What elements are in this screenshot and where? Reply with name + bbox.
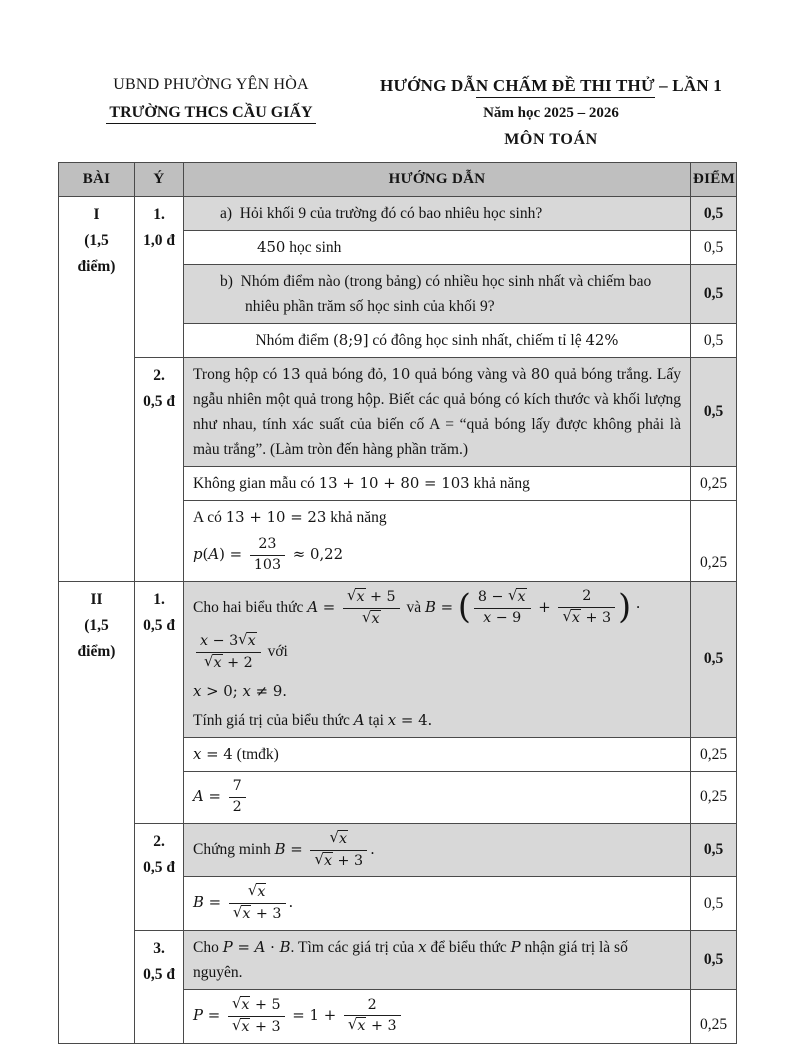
title-block bbox=[364, 76, 738, 149]
fraction bbox=[250, 536, 285, 575]
text-run: nhận giá trị là số nguyên. bbox=[193, 939, 628, 982]
cell-part-number: 1. 0,5 đ bbox=[135, 581, 184, 823]
fraction bbox=[474, 588, 531, 628]
fraction bbox=[343, 585, 400, 629]
paragraph bbox=[193, 994, 681, 1039]
fraction bbox=[344, 997, 401, 1037]
radicand bbox=[240, 1018, 250, 1035]
fraction bbox=[229, 883, 286, 924]
column-header-bai: BÀI bbox=[59, 163, 135, 197]
cell-score: 0,5 bbox=[691, 265, 737, 324]
math-roman: 450 bbox=[257, 238, 286, 256]
math-variable: P bbox=[193, 1006, 204, 1025]
math-variable: B bbox=[274, 839, 286, 858]
math-roman: · bbox=[265, 938, 280, 957]
text-run: . Tìm các giá trị của bbox=[290, 939, 419, 957]
radical-sign: √ bbox=[347, 1015, 358, 1034]
title-prefix: HƯỚNG DẪ bbox=[380, 76, 476, 95]
math-variable: P bbox=[510, 938, 521, 957]
math-roman: 13 + 10 + 80 = 103 bbox=[318, 474, 470, 492]
paragraph bbox=[193, 708, 681, 733]
cell-guideline bbox=[184, 581, 691, 737]
cell-score: 0,5 bbox=[691, 823, 737, 877]
math-variable: p bbox=[193, 544, 203, 563]
fraction-denominator bbox=[310, 851, 367, 871]
math-roman: + 3 bbox=[250, 1018, 281, 1035]
math-roman: 13 + 10 = 23 bbox=[225, 508, 327, 526]
math-variable: A bbox=[353, 711, 365, 730]
math-variable: x bbox=[339, 830, 348, 847]
fraction-numerator bbox=[196, 632, 261, 653]
cell-guideline bbox=[184, 358, 691, 467]
paragraph bbox=[193, 269, 681, 319]
school-name: TRƯỜNG THCS CẦU GIẤY bbox=[106, 104, 315, 124]
cell-score: 0,25 bbox=[691, 738, 737, 772]
radicand bbox=[247, 632, 257, 649]
math-roman: = bbox=[203, 786, 226, 805]
text-run: khả năng bbox=[326, 509, 387, 526]
text-run: a) Hỏi khối 9 của trường đó có bao nhiêu học sinh? bbox=[220, 205, 543, 222]
table-row bbox=[59, 358, 737, 467]
fraction bbox=[558, 588, 615, 628]
cell-part-number: 1. 1,0 đ bbox=[135, 197, 184, 358]
cell-score: 0,25 bbox=[691, 990, 737, 1044]
text-run: Chứng minh bbox=[193, 840, 275, 858]
fraction-denominator bbox=[196, 653, 261, 673]
org-name-line1: UBND PHƯỜNG YÊN HÒA bbox=[113, 76, 309, 93]
math-variable: P bbox=[222, 938, 233, 957]
math-roman: 13 bbox=[281, 365, 301, 383]
math-roman: ( bbox=[202, 544, 209, 563]
radical-sign: √ bbox=[329, 827, 339, 846]
math-roman: . bbox=[370, 839, 375, 858]
math-variable: x bbox=[483, 610, 492, 627]
cell-guideline bbox=[184, 823, 691, 877]
issuing-authority-block bbox=[58, 76, 364, 149]
radicand bbox=[371, 610, 381, 627]
paragraph bbox=[193, 881, 681, 926]
math-roman: ≈ 0,22 bbox=[288, 544, 344, 563]
text-run: quả bóng trắng. Lấy ngẫu nhiên một quả trong hộp. Biết các quả bóng có kích thước và khối lượng như nhau, tính xác suất của biến cố A = “quả bóng lấy được không phải là màu trắng”. (Làm tròn đến hàng phần trăm.) bbox=[193, 366, 682, 458]
math-variable: x bbox=[242, 906, 251, 923]
cell-guideline bbox=[184, 877, 691, 931]
cell-guideline bbox=[184, 265, 691, 324]
sqrt-radical bbox=[204, 652, 223, 672]
math-roman: = 4. bbox=[396, 711, 433, 730]
math-variable: x bbox=[357, 1018, 366, 1035]
math-variable: x bbox=[193, 745, 202, 764]
text-run: học sinh bbox=[285, 239, 342, 256]
radical-sign: √ bbox=[507, 586, 518, 605]
math-variable: x bbox=[241, 997, 250, 1014]
paragraph bbox=[193, 362, 681, 462]
radical-sign: √ bbox=[204, 652, 214, 671]
cell-guideline bbox=[184, 197, 691, 231]
math-roman: 8 − bbox=[477, 589, 508, 606]
text-run: tại bbox=[364, 712, 388, 730]
paragraph bbox=[193, 328, 681, 353]
radical-sign: √ bbox=[362, 607, 372, 626]
table-row bbox=[59, 197, 737, 231]
cell-guideline bbox=[184, 738, 691, 772]
math-variable: x bbox=[418, 938, 427, 957]
math-variable: x bbox=[241, 1018, 250, 1035]
math-variable: x bbox=[193, 682, 202, 701]
fraction-numerator bbox=[474, 588, 531, 609]
paragraph bbox=[193, 679, 681, 704]
paragraph bbox=[193, 505, 681, 530]
paragraph bbox=[193, 935, 681, 985]
math-roman: = 1 + bbox=[287, 1006, 341, 1025]
fraction bbox=[310, 827, 367, 871]
fraction-denominator bbox=[228, 1017, 285, 1037]
math-roman: − 9 bbox=[491, 610, 522, 627]
fraction-denominator bbox=[229, 904, 286, 924]
math-roman: 2 bbox=[232, 798, 242, 815]
math-roman: ≠ 9. bbox=[250, 682, 288, 701]
math-variable: B bbox=[425, 597, 436, 616]
sqrt-radical bbox=[347, 1015, 367, 1035]
radicand bbox=[323, 852, 333, 869]
fraction-numerator bbox=[558, 588, 615, 608]
sqrt-radical bbox=[362, 607, 381, 627]
math-roman: . bbox=[288, 893, 294, 912]
radical-sign: √ bbox=[238, 630, 248, 649]
paragraph bbox=[193, 471, 681, 496]
math-roman: + 3 bbox=[580, 610, 612, 627]
cell-score: 0,25 bbox=[691, 501, 737, 582]
paragraph bbox=[193, 776, 681, 819]
radicand bbox=[213, 654, 223, 671]
text-run: để biểu thức bbox=[426, 939, 511, 957]
title-underlined-part: N CHẤM ĐỀ THI THỬ bbox=[476, 76, 655, 98]
fraction-numerator bbox=[310, 827, 367, 851]
math-variable: A bbox=[307, 597, 319, 616]
cell-guideline bbox=[184, 990, 691, 1044]
math-variable: x bbox=[371, 610, 380, 627]
radical-sign: √ bbox=[562, 607, 572, 626]
radical-sign: √ bbox=[231, 1015, 242, 1034]
text-run: và bbox=[402, 598, 426, 616]
fraction-denominator bbox=[344, 1016, 401, 1036]
paragraph bbox=[193, 828, 681, 873]
cell-part-number: 3. 0,5 đ bbox=[135, 931, 184, 1044]
cell-guideline bbox=[184, 231, 691, 265]
fraction-numerator bbox=[250, 536, 285, 556]
math-variable: A bbox=[254, 938, 266, 957]
math-roman: 2 bbox=[582, 588, 592, 605]
column-header-y: Ý bbox=[135, 163, 184, 197]
math-variable: x bbox=[517, 589, 526, 606]
table-row bbox=[59, 931, 737, 990]
cell-guideline bbox=[184, 467, 691, 501]
title-suffix: – LẦN 1 bbox=[654, 76, 722, 95]
math-roman: 10 bbox=[391, 365, 411, 383]
math-roman: = bbox=[203, 1006, 225, 1025]
cell-part-number: 2. 0,5 đ bbox=[135, 358, 184, 582]
fraction-numerator bbox=[229, 778, 246, 798]
fraction bbox=[228, 996, 285, 1037]
fraction-denominator bbox=[343, 609, 400, 629]
radicand bbox=[256, 883, 266, 900]
text-run: Trong hộp có bbox=[193, 366, 282, 383]
math-variable: x bbox=[242, 682, 251, 701]
sqrt-radical bbox=[231, 1015, 251, 1035]
math-roman: + 5 bbox=[250, 997, 281, 1014]
cell-problem-number: II (1,5 điểm) bbox=[59, 581, 135, 1043]
math-variable: x bbox=[257, 884, 266, 901]
cell-score: 0,5 bbox=[691, 231, 737, 265]
math-roman: 7 bbox=[232, 778, 242, 795]
table-header-row bbox=[59, 163, 737, 197]
column-header-huongdan: HƯỚNG DẪN bbox=[184, 163, 691, 197]
cell-guideline bbox=[184, 324, 691, 358]
fraction-numerator bbox=[228, 996, 285, 1017]
math-variable: x bbox=[387, 711, 397, 730]
text-run: Tính giá trị của biểu thức bbox=[193, 712, 354, 730]
math-variable: x bbox=[213, 655, 222, 672]
paragraph bbox=[193, 534, 681, 577]
math-roman: = bbox=[203, 893, 226, 912]
big-paren: ( bbox=[457, 586, 471, 626]
fraction-denominator bbox=[558, 608, 615, 628]
sqrt-radical bbox=[247, 881, 267, 901]
radicand bbox=[355, 588, 365, 605]
table-row bbox=[59, 581, 737, 737]
fraction-denominator bbox=[229, 798, 246, 817]
math-roman: 80 bbox=[530, 365, 550, 383]
fraction-numerator bbox=[344, 997, 401, 1017]
math-variable: A bbox=[208, 544, 220, 563]
radicand bbox=[241, 905, 251, 922]
document-title bbox=[364, 76, 738, 96]
math-roman: = 4 bbox=[201, 745, 233, 764]
math-variable: x bbox=[571, 610, 580, 627]
cell-guideline bbox=[184, 931, 691, 990]
fraction bbox=[229, 778, 246, 817]
document-header bbox=[58, 76, 738, 149]
radicand bbox=[516, 588, 526, 605]
text-run: quả bóng đỏ, bbox=[300, 366, 392, 383]
text-run: (tmđk) bbox=[232, 746, 279, 764]
text-run: có đông học sinh nhất, chiếm tỉ lệ bbox=[368, 332, 586, 349]
cell-score: 0,5 bbox=[691, 358, 737, 467]
paragraph bbox=[193, 742, 681, 767]
math-roman: > 0; bbox=[201, 682, 243, 701]
radical-sign: √ bbox=[232, 903, 243, 922]
fraction-denominator bbox=[250, 556, 285, 575]
math-roman: = bbox=[318, 597, 340, 616]
fraction-denominator bbox=[474, 609, 531, 628]
math-roman: + 3 bbox=[366, 1018, 397, 1035]
fraction bbox=[196, 632, 261, 673]
grading-rubric-table bbox=[58, 162, 737, 1044]
math-roman: (8;9] bbox=[332, 331, 369, 349]
radical-sign: √ bbox=[247, 881, 258, 900]
sqrt-radical bbox=[346, 585, 366, 605]
math-roman: ) = bbox=[219, 544, 247, 563]
math-roman: + 2 bbox=[222, 655, 253, 672]
math-variable: x bbox=[323, 852, 332, 869]
sqrt-radical bbox=[238, 630, 257, 650]
math-roman: = bbox=[285, 839, 308, 858]
text-run: Cho hai biểu thức bbox=[193, 598, 308, 616]
text-run: Nhóm điểm bbox=[255, 332, 333, 349]
sqrt-radical bbox=[562, 607, 581, 627]
paragraph bbox=[193, 201, 681, 226]
math-variable: B bbox=[193, 893, 204, 912]
radicand bbox=[240, 996, 250, 1013]
column-header-diem: ĐIỂM bbox=[691, 163, 737, 197]
radicand bbox=[338, 830, 348, 847]
text-run: với bbox=[263, 643, 288, 661]
text-run: khả năng bbox=[469, 475, 530, 492]
math-roman: 2 bbox=[367, 996, 377, 1013]
text-run: quả bóng vàng và bbox=[410, 366, 531, 383]
table-row bbox=[59, 823, 737, 877]
paragraph bbox=[193, 586, 681, 675]
radical-sign: √ bbox=[346, 585, 357, 604]
text-run: A có bbox=[193, 509, 226, 526]
math-roman: = bbox=[435, 597, 458, 616]
math-variable: A bbox=[193, 786, 204, 805]
math-roman: + 3 bbox=[251, 906, 282, 923]
sqrt-radical bbox=[329, 827, 349, 847]
org-name-line2 bbox=[58, 104, 364, 122]
cell-guideline bbox=[184, 772, 691, 824]
math-roman: 103 bbox=[253, 556, 282, 573]
cell-score: 0,5 bbox=[691, 877, 737, 931]
math-roman: · bbox=[631, 597, 641, 616]
math-roman: + bbox=[533, 597, 556, 616]
math-roman: + 3 bbox=[333, 852, 364, 869]
text-run: b) Nhóm điểm nào (trong bảng) có nhiều học sinh nhất và chiếm bao nhiêu phần trăm số học sinh của khối 9? bbox=[220, 273, 652, 315]
big-paren: ) bbox=[618, 586, 632, 626]
school-year: Năm học 2025 – 2026 bbox=[483, 105, 619, 121]
radicand bbox=[571, 609, 581, 626]
radicand bbox=[356, 1017, 366, 1034]
cell-score: 0,5 bbox=[691, 197, 737, 231]
sqrt-radical bbox=[232, 903, 252, 923]
math-roman: − 3 bbox=[208, 633, 239, 650]
cell-score: 0,5 bbox=[691, 581, 737, 737]
radical-sign: √ bbox=[231, 994, 242, 1013]
cell-guideline bbox=[184, 501, 691, 582]
math-variable: x bbox=[247, 633, 256, 650]
sqrt-radical bbox=[507, 586, 527, 606]
paragraph bbox=[193, 235, 681, 260]
cell-score: 0,5 bbox=[691, 931, 737, 990]
cell-part-number: 2. 0,5 đ bbox=[135, 823, 184, 930]
math-variable: x bbox=[356, 588, 365, 605]
fraction-numerator bbox=[343, 585, 400, 609]
sqrt-radical bbox=[314, 849, 333, 869]
math-roman: 42% bbox=[585, 331, 619, 349]
math-roman: = bbox=[232, 938, 255, 957]
radical-sign: √ bbox=[314, 849, 324, 868]
subject-title: MÔN TOÁN bbox=[504, 131, 598, 148]
sqrt-radical bbox=[231, 994, 251, 1014]
math-variable: x bbox=[200, 633, 209, 650]
math-roman: + 5 bbox=[365, 588, 396, 605]
text-run: Không gian mẫu có bbox=[193, 475, 319, 492]
fraction-numerator bbox=[229, 883, 286, 904]
text-run: Cho bbox=[193, 939, 223, 957]
cell-score: 0,25 bbox=[691, 772, 737, 824]
cell-problem-number: I (1,5 điểm) bbox=[59, 197, 135, 582]
cell-score: 0,25 bbox=[691, 467, 737, 501]
math-variable: B bbox=[279, 938, 291, 957]
math-roman: 23 bbox=[258, 536, 277, 552]
cell-score: 0,5 bbox=[691, 324, 737, 358]
